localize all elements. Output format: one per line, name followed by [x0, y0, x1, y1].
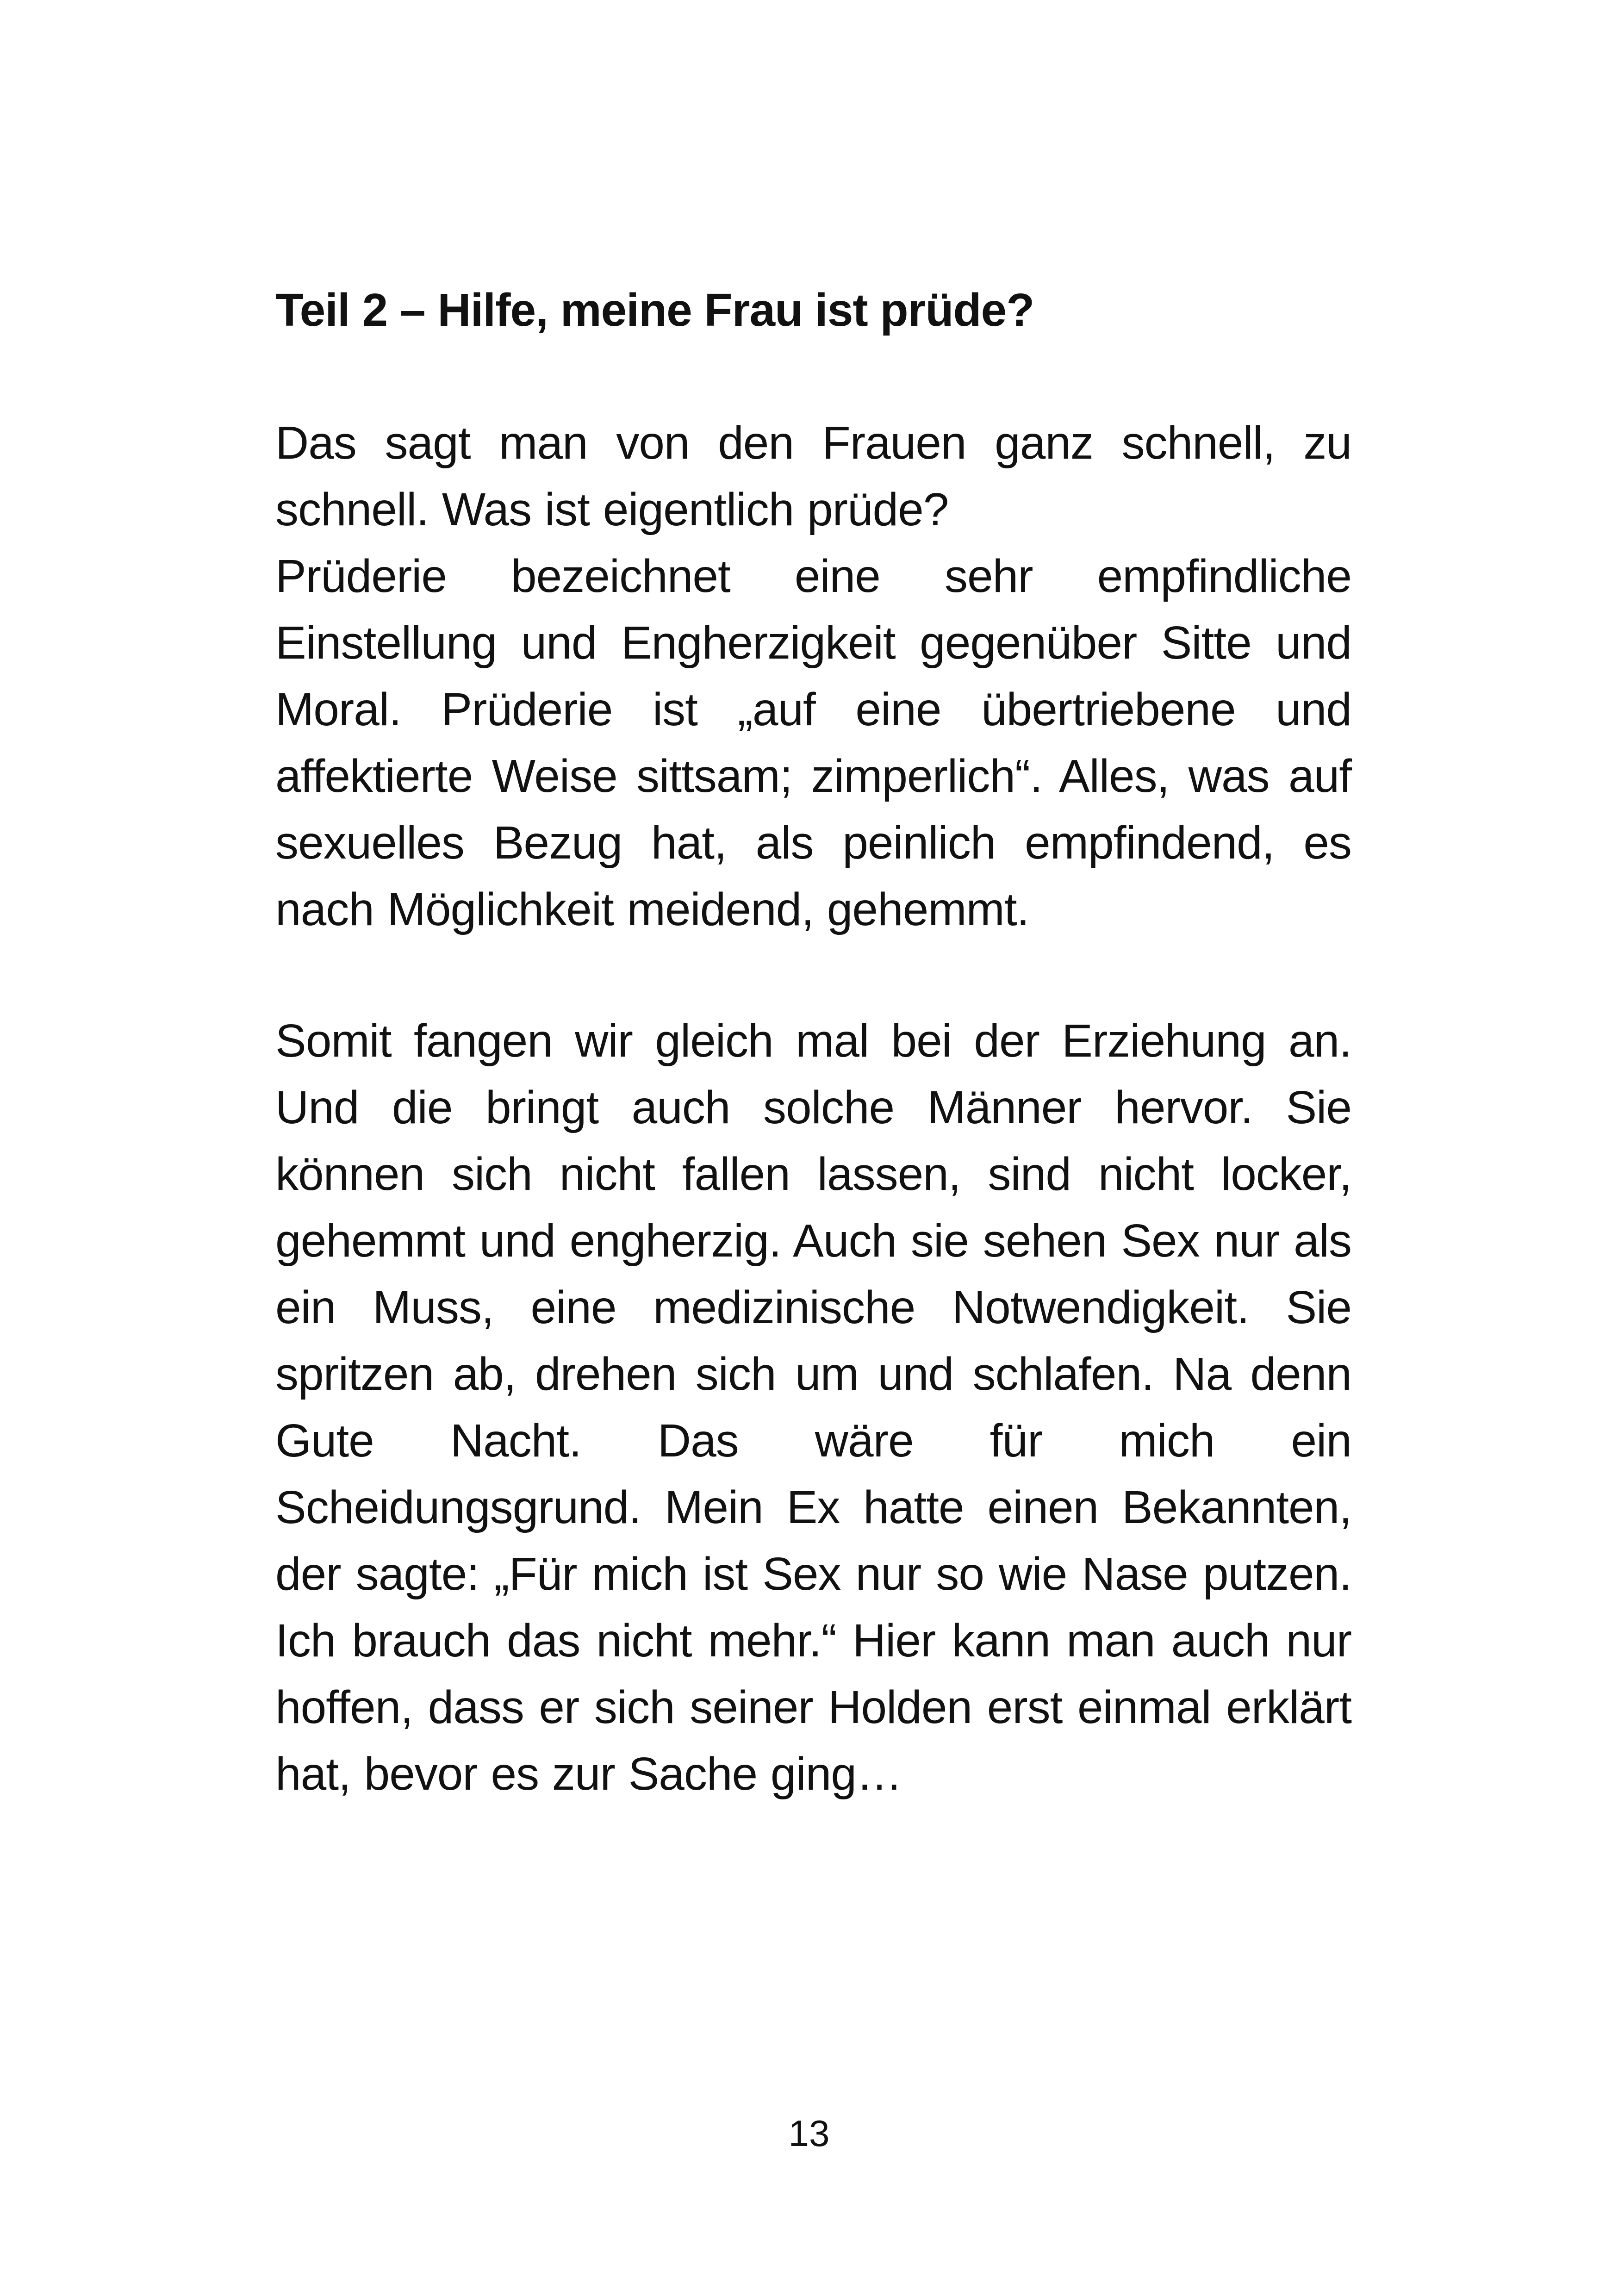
page-number: 13 — [788, 2113, 830, 2154]
paragraph-spacer — [275, 943, 1351, 1008]
paragraph-intro: Das sagt man von den Frauen ganz schnell, zu schnell. Was ist eigentlich prüde? — [275, 417, 1351, 535]
chapter-heading: Teil 2 – Hilfe, meine Frau ist prüde? — [275, 284, 1034, 336]
page-content — [275, 275, 1351, 1807]
paragraph-definition: Prüderie bezeichnet eine sehr empfindliche Einstellung und Engherzigkeit gegenüber Sitte und Moral. Prüderie ist „auf eine übertriebene und affektierte Weise sittsam; zimperlich“. Alles, was auf sexuelles Bezug hat, als peinlich empfindend, es nach Möglichkeit meidend, gehemmt. — [275, 550, 1351, 935]
paragraph-upbringing: Somit fangen wir gleich mal bei der Erziehung an. Und die bringt auch solche Männer hervor. Sie können sich nicht fallen lassen, sind nicht locker, gehemmt und engherzig. Auch sie sehen Sex nur als ein Muss, eine medizinische Notwendigkeit. Sie spritzen ab, drehen sich um und schlafen. Na denn Gute Nacht. Das wäre für mich ein Scheidungsgrund. Mein Ex hatte einen Bekannten, der sagte: „Für mich ist Sex nur so wie Nase putzen. Ich brauch das nicht mehr.“ Hier kann man auch nur hoffen, dass er sich seiner Holden erst einmal erklärt hat, bevor es zur Sache ging… — [275, 1015, 1351, 1800]
